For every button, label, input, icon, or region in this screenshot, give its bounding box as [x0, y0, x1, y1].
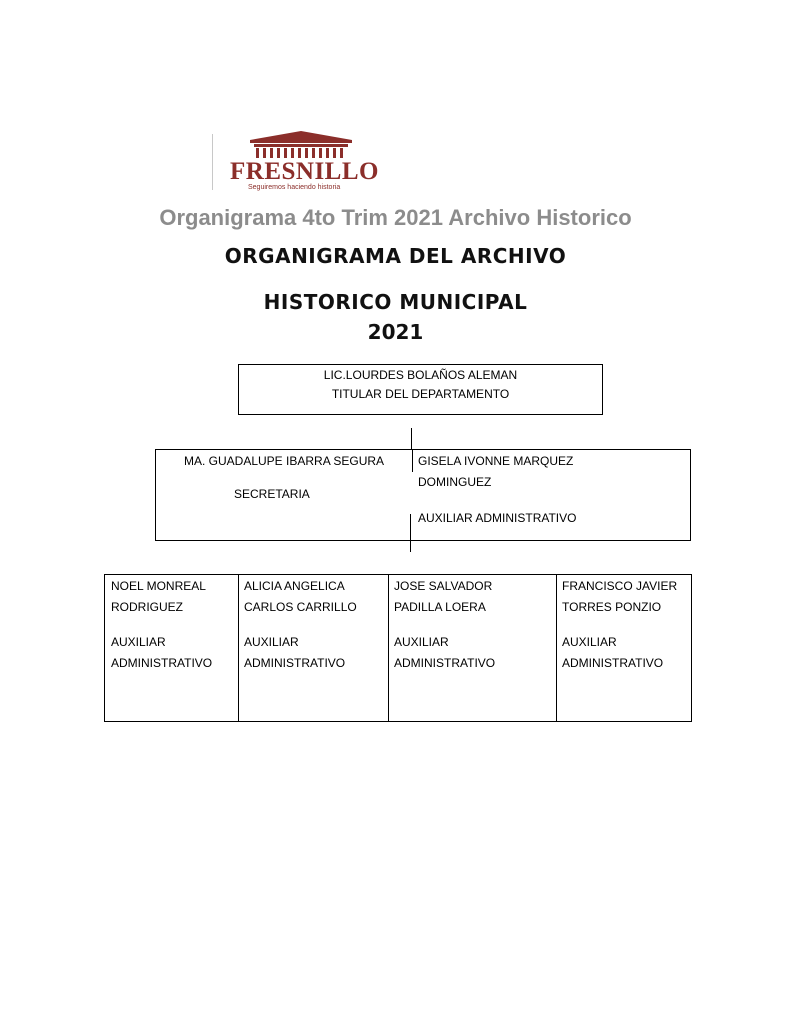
staff-name-line1: JOSE SALVADOR: [394, 579, 493, 593]
staff-role-line1: AUXILIAR: [244, 635, 299, 649]
secretary-name: MA. GUADALUPE IBARRA SEGURA: [184, 454, 385, 468]
staff-name-line1: FRANCISCO JAVIER: [562, 579, 678, 593]
logo-name: FRESNILLO: [230, 158, 379, 185]
heading-line-1: ORGANIGRAMA DEL ARCHIVO: [224, 244, 567, 268]
staff-name-line1: NOEL MONREAL: [111, 579, 206, 593]
staff-role-line1: AUXILIAR: [111, 635, 166, 649]
document-title: Organigrama 4to Trim 2021 Archivo Historico: [159, 205, 632, 230]
assistant-name-line1: GISELA IVONNE MARQUEZ: [418, 454, 574, 468]
staff-card: [557, 575, 691, 721]
heading-line-2: HISTORICO MUNICIPAL: [263, 290, 528, 314]
staff-name-line2: CARLOS CARRILLO: [244, 600, 357, 614]
staff-name-line2: PADILLA LOERA: [394, 600, 486, 614]
org-node-head: [238, 364, 603, 415]
divider-line: [412, 450, 413, 472]
staff-card: [105, 575, 239, 721]
heading-year: 2021: [367, 320, 424, 344]
staff-role-line2: ADMINISTRATIVO: [562, 656, 664, 670]
secretary-role: SECRETARIA: [234, 487, 310, 501]
staff-card: [389, 575, 557, 721]
staff-card: [239, 575, 389, 721]
staff-name-line2: TORRES PONZIO: [562, 600, 662, 614]
head-role: TITULAR DEL DEPARTAMENTO: [331, 387, 510, 401]
staff-role-line2: ADMINISTRATIVO: [244, 656, 346, 670]
logo-divider: [212, 134, 213, 190]
staff-role-line1: AUXILIAR: [562, 635, 617, 649]
connector-line: [410, 541, 411, 552]
connector-line: [411, 428, 412, 449]
head-name: LIC.LOURDES BOLAÑOS ALEMAN: [323, 368, 518, 382]
staff-role-line2: ADMINISTRATIVO: [394, 656, 496, 670]
staff-role-line2: ADMINISTRATIVO: [111, 656, 213, 670]
divider-line: [410, 514, 411, 540]
staff-name-line2: RODRIGUEZ: [111, 600, 183, 614]
assistant-name-line2: DOMINGUEZ: [418, 475, 492, 489]
org-node-third-level: [104, 574, 692, 722]
staff-name-line1: ALICIA ANGELICA: [244, 579, 345, 593]
assistant-role: AUXILIAR ADMINISTRATIVO: [418, 511, 577, 525]
building-logo-icon: [246, 130, 356, 160]
logo-tagline: Seguiremos haciendo historia: [248, 184, 341, 191]
org-node-second-level: [155, 449, 691, 541]
staff-role-line1: AUXILIAR: [394, 635, 449, 649]
